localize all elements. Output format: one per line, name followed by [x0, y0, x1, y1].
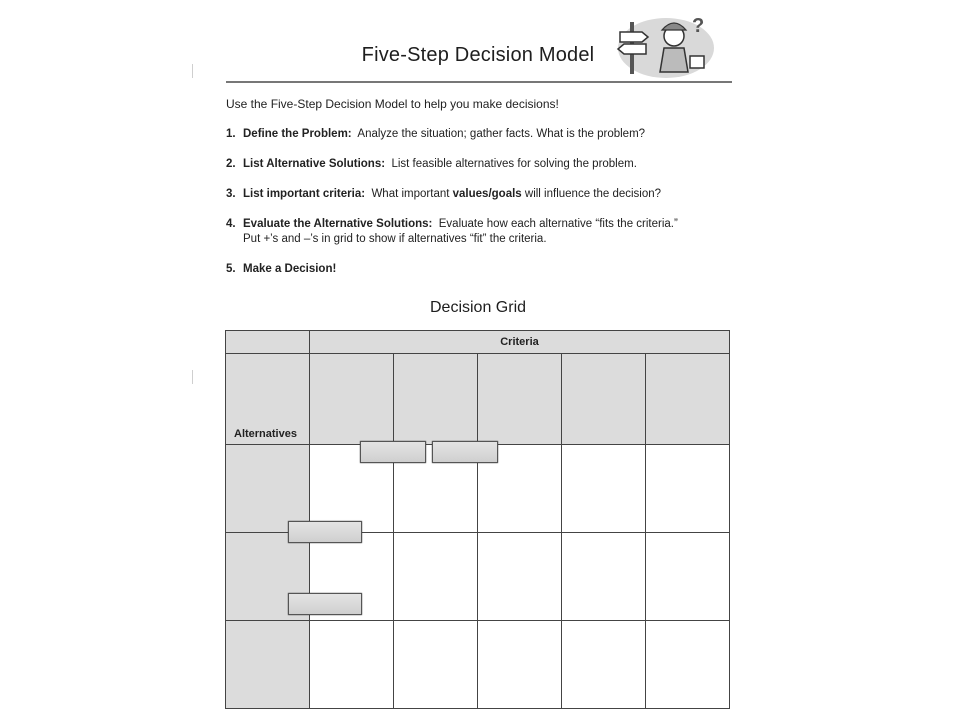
step-number: 1.	[226, 128, 236, 140]
criteria-cell-1[interactable]	[310, 354, 394, 445]
step-number: 3.	[226, 188, 236, 200]
step-number: 4.	[226, 218, 236, 230]
step-text: List feasible alternatives for solving the problem.	[391, 158, 637, 170]
step-number: 2.	[226, 158, 236, 170]
grid-cell[interactable]	[562, 445, 646, 533]
draggable-answer-box[interactable]	[360, 441, 426, 463]
draggable-answer-box[interactable]	[288, 521, 362, 543]
step-text-line2: Put +’s and –’s in grid to show if alternatives “fit” the criteria.	[243, 233, 547, 245]
step-text: Evaluate how each alternative “fits the criteria.”	[438, 218, 678, 230]
step-label: Make a Decision!	[243, 263, 337, 275]
grid-cell[interactable]	[394, 533, 478, 621]
step-text-end: will influence the decision?	[524, 188, 662, 200]
grid-cell[interactable]	[310, 621, 394, 709]
intro-text: Use the Five-Step Decision Model to help you make decisions!	[226, 97, 559, 111]
step-4	[226, 217, 678, 247]
page-title: Five-Step Decision Model	[361, 44, 595, 66]
step-2	[226, 157, 637, 172]
draggable-answer-box[interactable]	[288, 593, 362, 615]
step-1	[226, 127, 645, 142]
step-label: List Alternative Solutions:	[243, 158, 386, 170]
criteria-cell-2[interactable]	[394, 354, 478, 445]
grid-title: Decision Grid	[429, 299, 527, 316]
grid-cell[interactable]	[478, 621, 562, 709]
step-number: 5.	[226, 263, 236, 275]
step-label: List important criteria:	[243, 188, 366, 200]
draggable-answer-box[interactable]	[432, 441, 498, 463]
corner-cell	[226, 331, 310, 354]
scan-margin-mark	[192, 64, 196, 78]
step-text: What important	[371, 188, 450, 200]
criteria-cell-3[interactable]	[478, 354, 562, 445]
scan-margin-mark	[192, 370, 196, 384]
step-label: Define the Problem:	[243, 128, 352, 140]
decision-mascot-illustration	[612, 10, 720, 80]
alternative-cell-1[interactable]	[226, 445, 310, 533]
grid-cell[interactable]	[394, 621, 478, 709]
svg-text:?: ?	[692, 15, 705, 37]
alternative-cell-3[interactable]	[226, 621, 310, 709]
step-label: Evaluate the Alternative Solutions:	[243, 218, 433, 230]
criteria-header: Criteria	[310, 331, 730, 354]
title-divider	[226, 81, 732, 83]
decision-grid	[225, 330, 730, 709]
grid-cell[interactable]	[646, 533, 730, 621]
criteria-cell-4[interactable]	[562, 354, 646, 445]
grid-cell[interactable]	[562, 533, 646, 621]
step-emphasis: values/goals	[452, 188, 522, 200]
step-3	[226, 187, 661, 202]
grid-cell[interactable]	[562, 621, 646, 709]
grid-cell[interactable]	[646, 445, 730, 533]
step-text: Analyze the situation; gather facts. What is the problem?	[357, 128, 646, 140]
criteria-cell-5[interactable]	[646, 354, 730, 445]
grid-cell[interactable]	[478, 533, 562, 621]
step-5	[226, 262, 336, 277]
alternatives-header: Alternatives	[226, 354, 310, 445]
grid-cell[interactable]	[646, 621, 730, 709]
